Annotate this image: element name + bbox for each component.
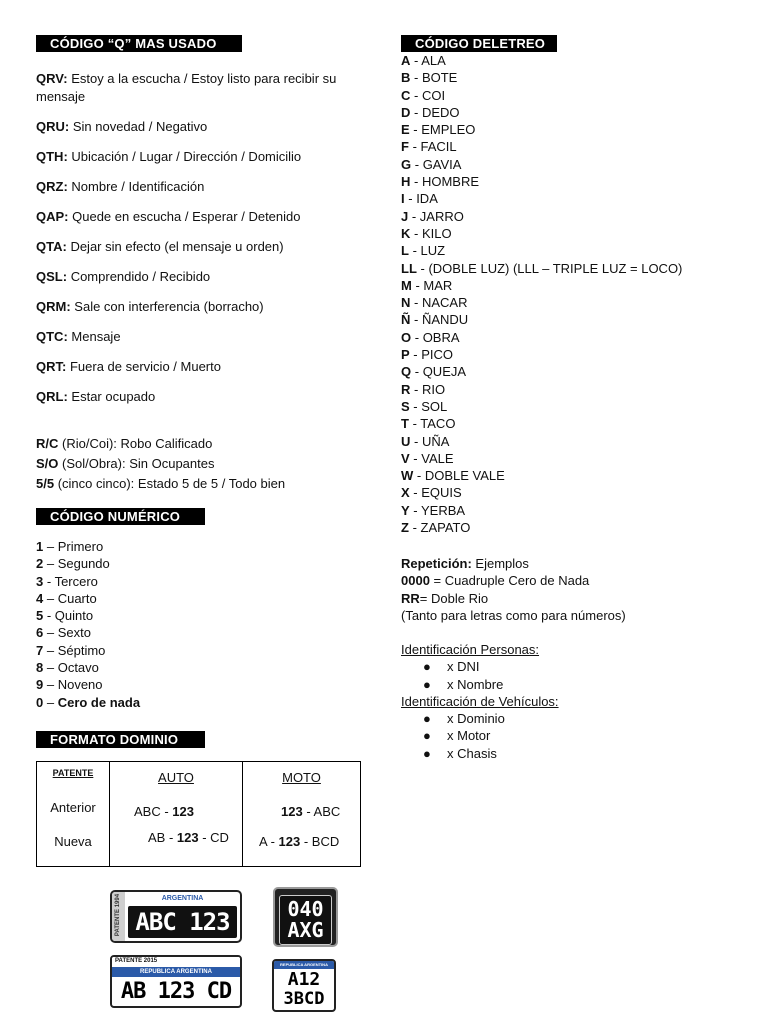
moto-column — [243, 762, 360, 865]
list-item: A - ALA — [401, 53, 446, 68]
q-item-qrz: QRZ: Nombre / Identificación — [36, 179, 205, 194]
plate-line1-text: A12 — [287, 969, 321, 990]
auto-old-format: ABC - 123 — [134, 804, 194, 819]
repetition-example: 0000 = Cuadruple Cero de Nada — [401, 573, 590, 589]
list-item: Y - YERBA — [401, 502, 466, 518]
list-item: L - LUZ — [401, 243, 446, 259]
list-item: 9 – Noveno — [36, 677, 103, 693]
q-item-qta: QTA: Dejar sin efecto (el mensaje u orden) — [36, 239, 284, 254]
plate-number-text: ABC 123 — [135, 908, 230, 936]
list-item: 2 – Segundo — [36, 556, 110, 572]
domain-format-header — [36, 731, 205, 748]
list-item: 0 – Cero de nada — [36, 694, 141, 710]
list-item: H - HOMBRE — [401, 174, 480, 190]
q-item-qap: QAP: Quede en escucha / Esperar / Detenido — [36, 209, 301, 224]
numeric-list — [36, 538, 140, 711]
extra-code-55: 5/5 (cinco cinco): Estado 5 de 5 / Todo bien — [36, 476, 286, 491]
moto-old-format: 123 - ABC — [281, 804, 341, 819]
spelling-code-header — [401, 35, 557, 52]
list-item: ● x Motor — [423, 728, 491, 744]
list-item: 5 - Quinto — [36, 608, 94, 624]
list-item: U - UÑA — [401, 433, 450, 449]
list-item: ● x Nombre — [423, 676, 504, 692]
extra-code-rc: R/C (Rio/Coi): Robo Calificado — [36, 436, 213, 451]
list-item: Z - ZAPATO — [401, 520, 471, 536]
header-bar-mark — [194, 508, 197, 525]
col-moto-label: MOTO — [282, 770, 321, 785]
list-item: ● x DNI — [423, 659, 480, 675]
plate-line1-text: 040 — [287, 897, 324, 921]
list-item: P - PICO — [401, 347, 454, 363]
list-item: N - NACAR — [401, 295, 468, 311]
list-item: I - IDA — [401, 191, 438, 207]
list-item: O - OBRA — [401, 329, 460, 345]
plate-number-text: AB 123 CD — [120, 979, 232, 1004]
list-item: M - MAR — [401, 277, 453, 293]
spelling-code-header-label: CÓDIGO DELETREO — [415, 36, 546, 51]
plate-country-text: ARGENTINA — [161, 895, 204, 902]
q-code-header-label: CÓDIGO “Q” MAS USADO — [50, 36, 217, 51]
repetition-note: (Tanto para letras como para números) — [401, 607, 626, 623]
col-auto-label: AUTO — [158, 770, 194, 785]
header-bar-mark — [196, 731, 199, 748]
row-anterior-label: Anterior — [50, 800, 96, 815]
plate-line2-text: AXG — [287, 918, 324, 942]
list-item: E - EMPLEO — [401, 122, 476, 138]
list-item: C - COI — [401, 87, 446, 103]
repetition-section — [401, 555, 626, 624]
moto-plate-old — [273, 887, 338, 947]
plate-country-text: REPUBLICA ARGENTINA — [274, 961, 334, 969]
moto-new-format: A - 123 - BCD — [259, 834, 340, 849]
extra-code-so: S/O (Sol/Obra): Sin Ocupantes — [36, 456, 215, 471]
numeric-code-header-label: CÓDIGO NUMÉRICO — [50, 509, 181, 524]
list-item: D - DEDO — [401, 104, 460, 120]
list-item: ● x Chasis — [423, 745, 497, 761]
q-item-qrv: QRV: Estoy a la escucha / Estoy listo para recibir su mensaje — [36, 71, 337, 104]
vehicles-title: Identificación de Vehículos: — [401, 693, 559, 709]
row-nueva-label: Nueva — [54, 834, 92, 849]
moto-plate-new — [272, 959, 336, 1012]
list-item: 8 – Octavo — [36, 660, 99, 676]
q-item-qth: QTH: Ubicación / Lugar / Dirección / Domicilio — [36, 149, 302, 164]
list-item: K - KILO — [401, 225, 452, 241]
q-item-qrt: QRT: Fuera de servicio / Muerto — [36, 359, 221, 374]
list-item: B - BOTE — [401, 70, 458, 86]
bullet-icon: ● — [423, 745, 431, 761]
list-item: F - FACIL — [401, 139, 457, 155]
bullet-icon: ● — [423, 711, 431, 727]
q-item-qru: QRU: Sin novedad / Negativo — [36, 119, 208, 134]
plate-side-text: PATENTE 1994 — [115, 893, 121, 937]
list-item: T - TACO — [401, 416, 456, 432]
list-item: 6 – Sexto — [36, 625, 91, 641]
q-item-qrl: QRL: Estar ocupado — [36, 389, 156, 404]
list-item: 4 – Cuarto — [36, 590, 97, 606]
list-item: X - EQUIS — [401, 485, 462, 501]
persons-title: Identificación Personas: — [401, 642, 540, 657]
list-item: V - VALE — [401, 450, 454, 466]
patente-column — [37, 762, 109, 865]
q-item-qsl: QSL: Comprendido / Recibido — [36, 269, 211, 284]
header-bar-mark — [545, 35, 548, 52]
list-item: 7 – Séptimo — [36, 642, 106, 658]
list-item: ● x Dominio — [423, 711, 505, 727]
domain-format-table — [36, 761, 361, 867]
plate-line2-text: 3BCD — [283, 989, 325, 1009]
bullet-icon: ● — [423, 728, 431, 744]
plate-country-text: REPUBLICA ARGENTINA — [112, 967, 240, 977]
list-item: G - GAVIA — [401, 156, 462, 172]
plate-side-text: PATENTE 2015 — [112, 957, 240, 963]
auto-column — [110, 762, 242, 865]
q-item-qtc: QTC: Mensaje — [36, 329, 121, 344]
list-item: 3 - Tercero — [36, 573, 98, 589]
auto-new-format: AB - 123 - CD — [148, 830, 229, 845]
list-item: R - RIO — [401, 381, 446, 397]
list-item: LL - (DOBLE LUZ) (LLL – TRIPLE LUZ = LOCO) — [401, 260, 683, 276]
list-item: Q - QUEJA — [401, 364, 467, 380]
numeric-code-header — [36, 508, 205, 525]
bullet-icon: ● — [423, 659, 431, 675]
domain-format-header-label: FORMATO DOMINIO — [50, 732, 179, 747]
list-item: J - JARRO — [401, 208, 464, 224]
bullet-icon: ● — [423, 676, 431, 692]
car-plate-new — [110, 955, 242, 1008]
repetition-example: RR= Doble Rio — [401, 590, 489, 606]
col-patente-label: PATENTE — [52, 768, 94, 778]
list-item: S - SOL — [401, 398, 448, 414]
list-item: Ñ - ÑANDU — [401, 312, 469, 328]
q-code-header — [36, 35, 242, 52]
list-item: W - DOBLE VALE — [401, 468, 505, 484]
spelling-list — [401, 52, 682, 536]
identification-section — [401, 641, 559, 762]
q-item-qrm: QRM: Sale con interferencia (borracho) — [36, 299, 264, 314]
header-bar-mark — [228, 35, 231, 52]
car-plate-old — [110, 890, 242, 943]
repetition-title: Repetición: Ejemplos — [401, 556, 529, 571]
list-item: 1 – Primero — [36, 539, 104, 554]
